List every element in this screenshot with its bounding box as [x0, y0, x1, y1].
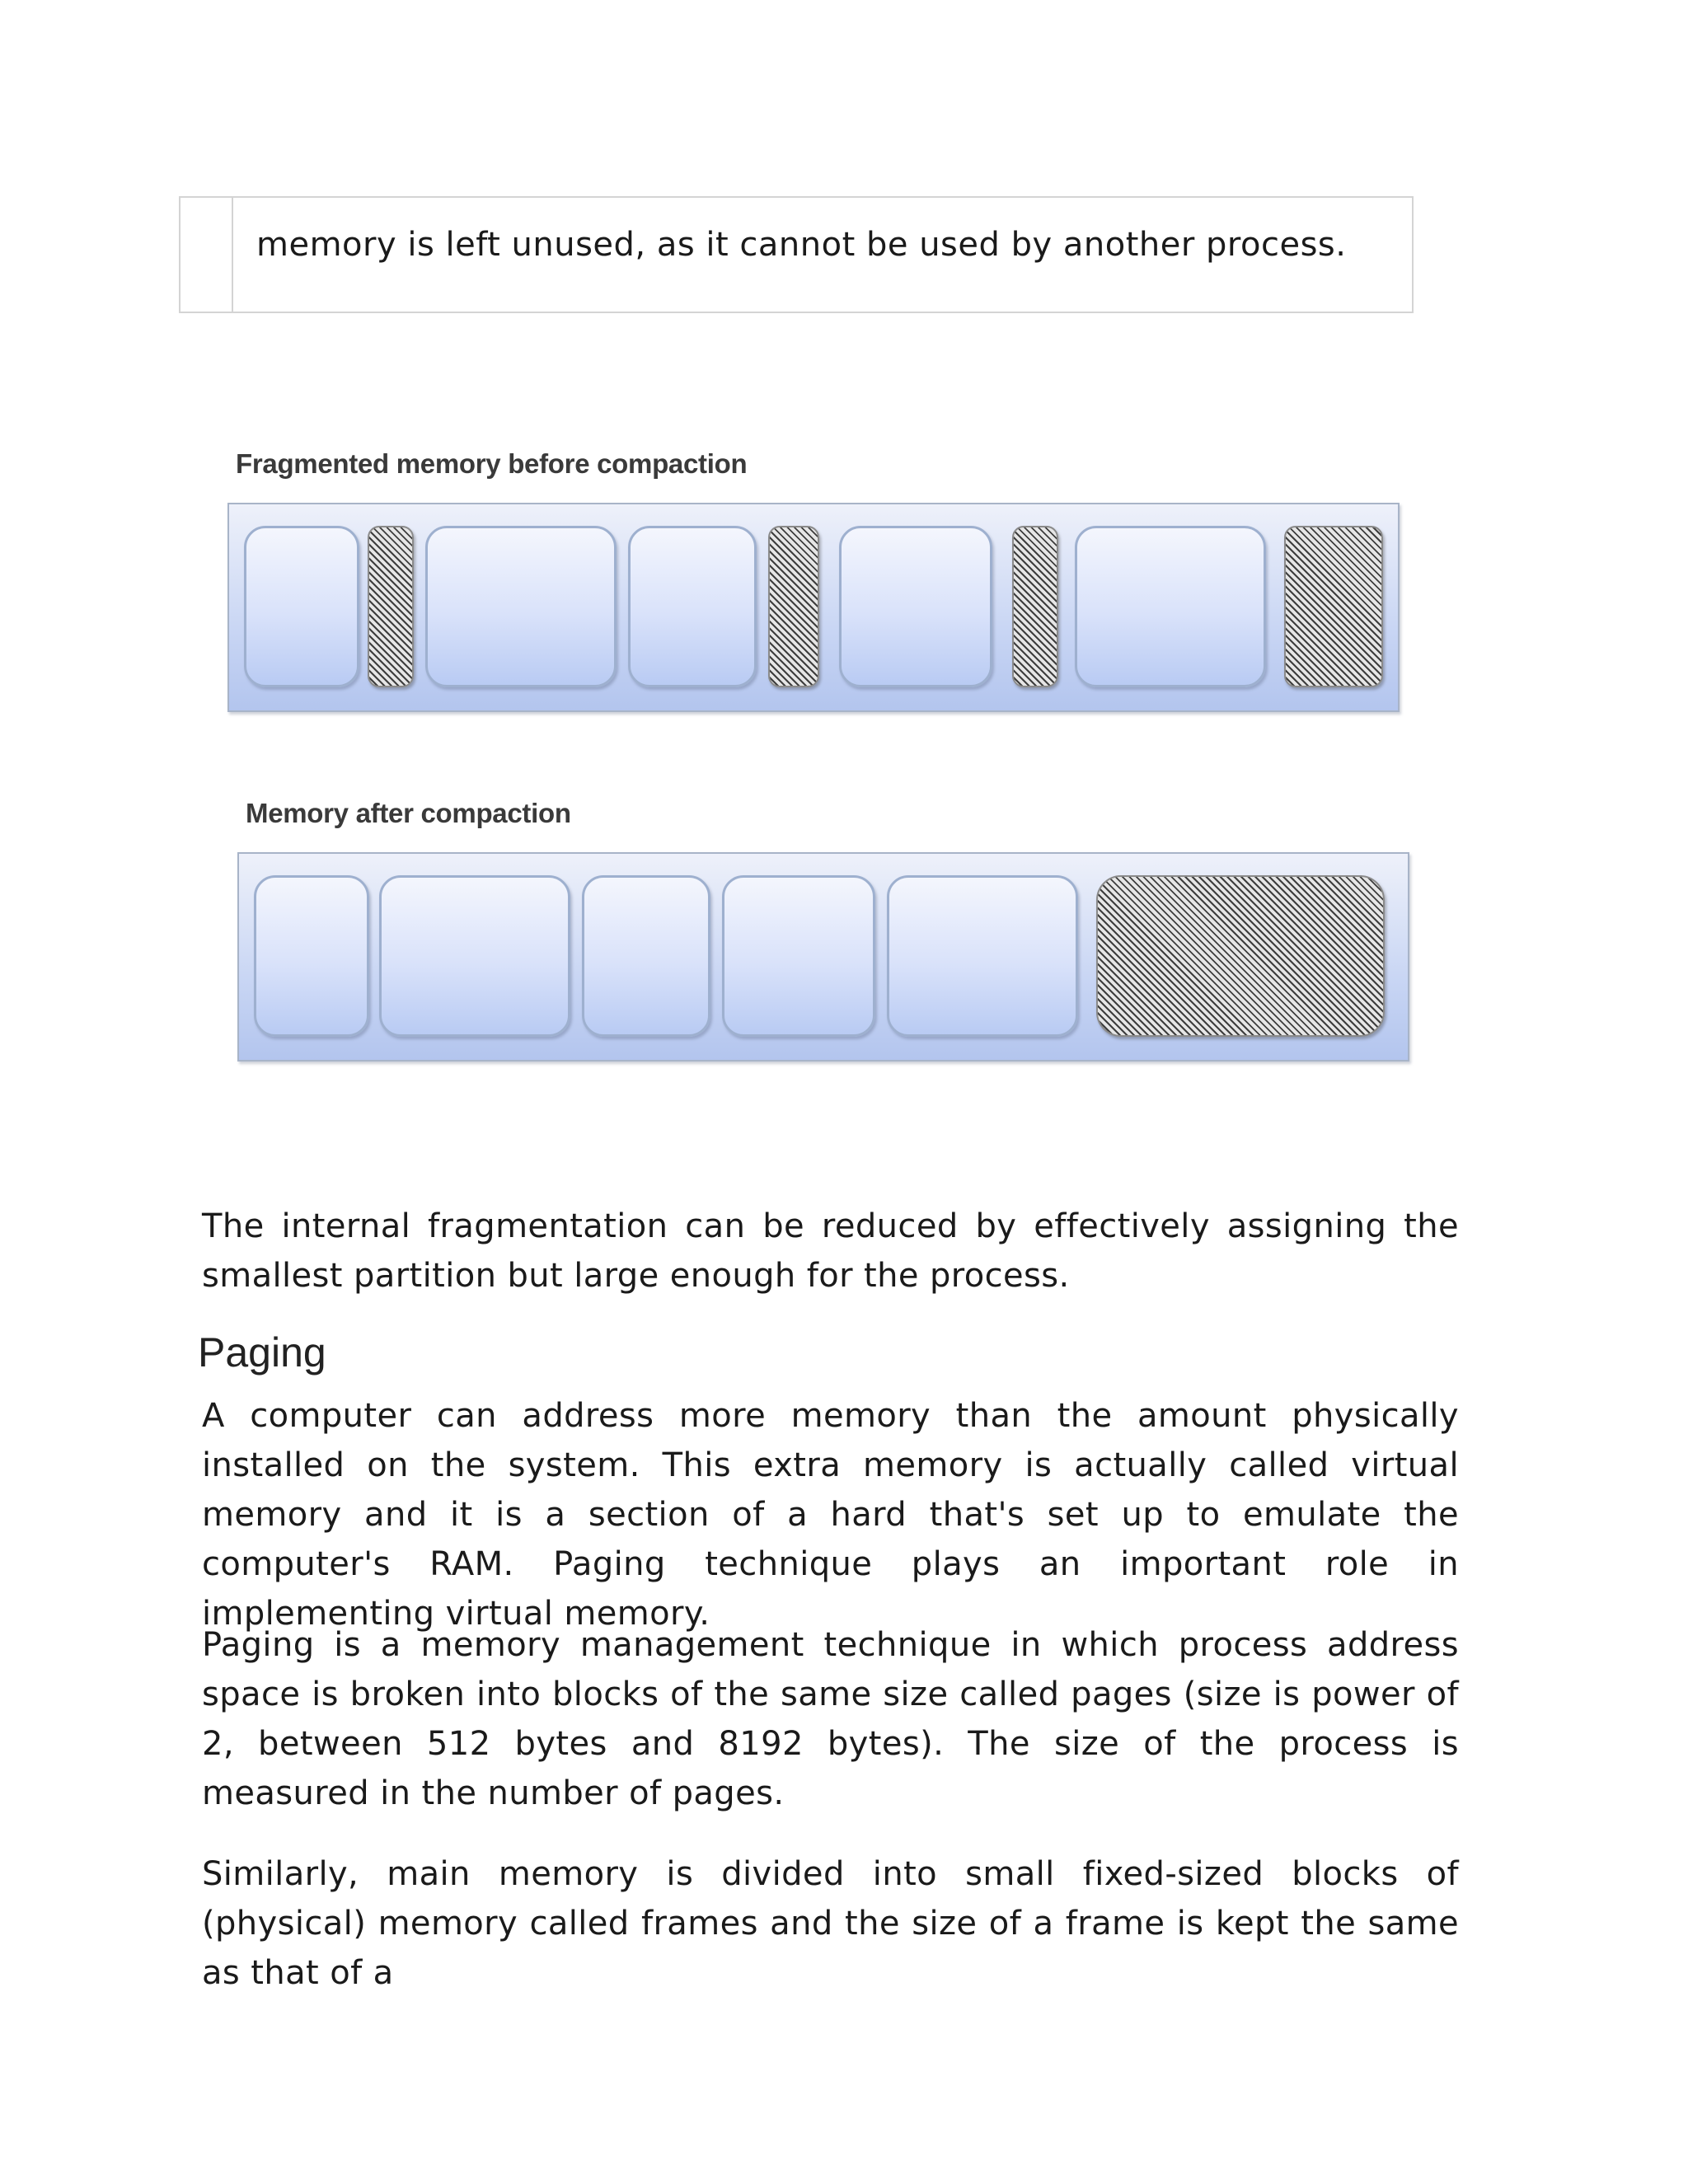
paragraph-internal-fragmentation: The internal fragmentation can be reduced by effectively assigning the smallest partition but large enough for the process.: [202, 1207, 1459, 1295]
section-heading-paging: Paging: [198, 1329, 326, 1376]
paragraph-paging-1: A computer can address more memory than the amount physically installed on the system. This extra memory is actually called virtual memory and it is a section of a hard that's set up to emulate the computer's RAM. Paging technique plays an important role in implementing virtual memory.: [202, 1397, 1459, 1633]
table-cell-text: memory is left unused, as it cannot be used by another process.: [256, 226, 1347, 264]
memory-block-free: [1284, 526, 1383, 687]
figure-caption-before: Fragmented memory before compaction: [236, 448, 748, 479]
memory-block-allocated: [722, 875, 875, 1037]
paragraph-paging-3: Similarly, main memory is divided into small fixed-sized blocks of (physical) memory called frames and the size of a frame is kept the same as that of a: [202, 1855, 1459, 1992]
memory-block-allocated: [1075, 526, 1266, 687]
memory-block-allocated: [839, 526, 992, 687]
memory-bar-before: [227, 503, 1400, 712]
memory-bar-after: [237, 852, 1409, 1062]
memory-block-allocated: [244, 526, 359, 687]
table-row: [179, 196, 1414, 313]
memory-block-free: [768, 526, 819, 687]
table-cell-empty: [181, 198, 233, 312]
paragraph-paging-2: Paging is a memory management technique in which process address space is broken into blocks of the same size called pages (size is power of 2, between 512 bytes and 8192 bytes). The size of the process is measured in the number of pages.: [202, 1626, 1459, 1812]
memory-block-allocated: [425, 526, 617, 687]
memory-block-free: [1012, 526, 1058, 687]
memory-block-allocated: [254, 875, 369, 1037]
memory-block-allocated: [887, 875, 1078, 1037]
memory-block-free: [368, 526, 414, 687]
memory-block-allocated: [582, 875, 710, 1037]
figure-caption-after: Memory after compaction: [246, 798, 571, 828]
memory-block-free: [1096, 875, 1385, 1037]
memory-block-allocated: [628, 526, 757, 687]
memory-block-allocated: [379, 875, 570, 1037]
